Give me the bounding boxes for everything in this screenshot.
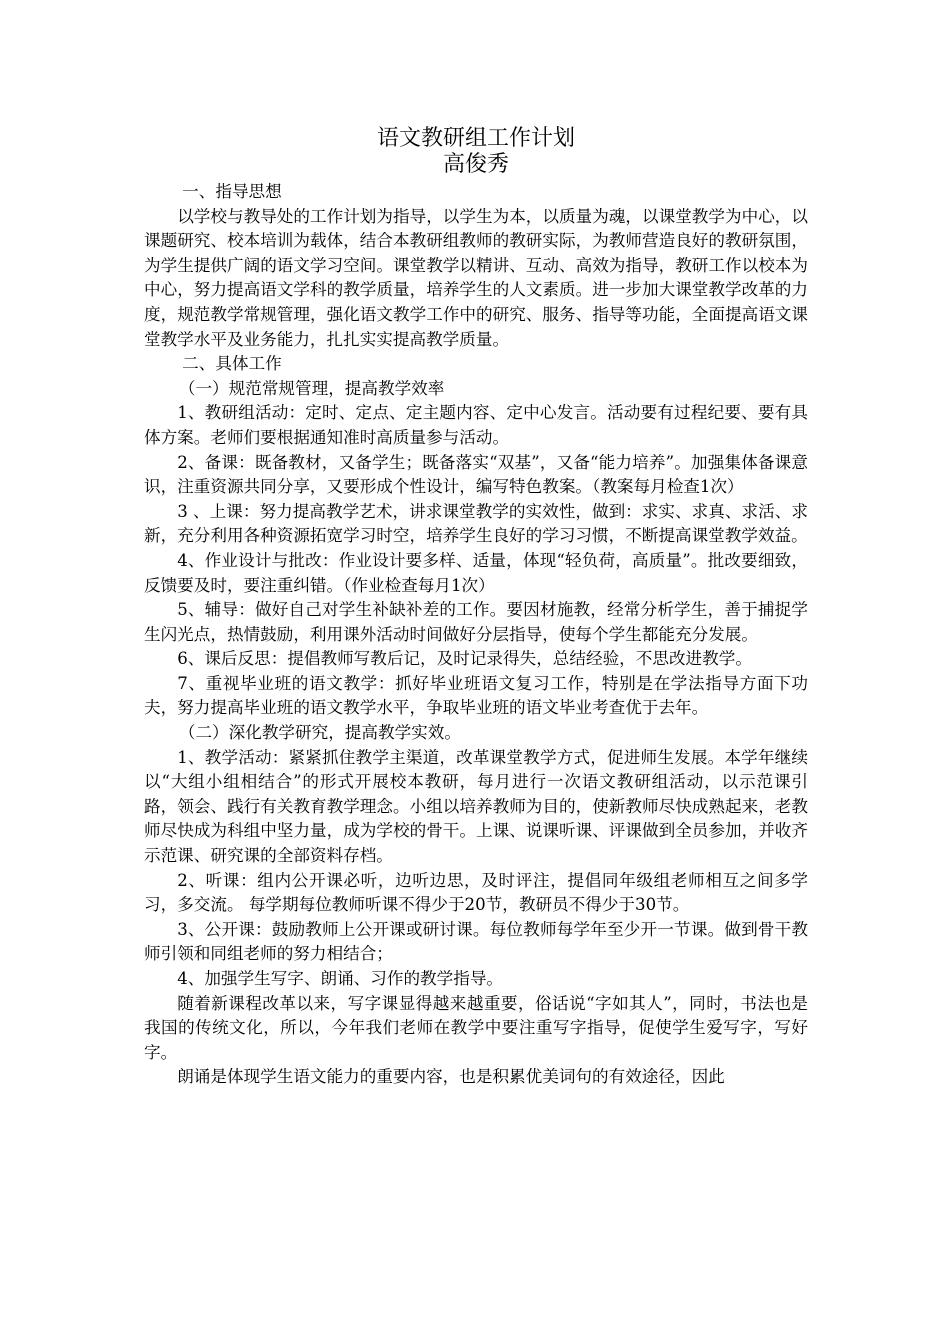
list-item: 3 、上课：努力提高教学艺术，讲求课堂教学的实效性，做到：求实、求真、求活、求新，充分利用各种资源拓宽学习时空，培养学生良好的学习习惯，不断提高课堂教学效益。	[144, 501, 808, 546]
author-name: 高俊秀	[442, 152, 509, 177]
list-item: 7、重视毕业班的语文教学：抓好毕业班语文复习工作，特别是在学法指导方面下功夫，努力提高毕业班的语文教学水平，争取毕业班的语文毕业考查优于去年。	[144, 673, 808, 718]
subsection-heading-teaching-research: （二）深化教学研究，提高教学实效。	[178, 723, 461, 743]
list-item: 3、公开课：鼓励教师上公开课或研讨课。每位教师每学年至少开一节课。做到骨干教师引领和同组老师的努力相结合；	[144, 919, 808, 964]
list-item: 2、听课：组内公开课必听，边听边思，及时评注，提倡同年级组老师相互之间多学习，多交流。 每学期每位教师听课不得少于20节，教研员不得少于30节。	[144, 870, 808, 915]
paragraph-guiding-thought: 以学校与教导处的工作计划为指导，以学生为本，以质量为魂，以课堂教学为中心，以课题研究、校本培训为载体，结合本教研组教师的教研实际，为教师营造良好的教研氛围，为学生提供广阔的语文学习空间。课堂教学以精讲、互动、高效为指导，教研工作以校本为中心，努力提高语文学科的教学质量，培养学生的人文素质。进一步加大课堂教学改革的力度，规范教学常规管理，强化语文教学工作中的研究、服务、指导等功能，全面提高语文课堂教学水平及业务能力，扎扎实实提高教学质量。	[144, 206, 808, 349]
list-item: 朗诵是体现学生语文能力的重要内容，也是积累优美词句的有效途径，因此	[177, 1067, 725, 1087]
list-item: 6、课后反思：提倡教师写教后记，及时记录得失，总结经验，不思改进教学。	[177, 649, 752, 669]
section-heading-specific-work: 二、具体工作	[182, 354, 282, 374]
list-item: 随着新课程改革以来，写字课显得越来越重要，俗话说“字如其人”，同时，书法也是我国的传统文化，所以，今年我们老师在教学中要注重写字指导，促使学生爱写字，写好字。	[144, 993, 808, 1062]
subsection-heading-routine-management: （一）规范常规管理，提高教学效率	[178, 378, 445, 398]
list-item: 1、教学活动：紧紧抓住教学主渠道，改革课堂教学方式，促进师生发展。本学年继续以“大组小组相结合”的形式开展校本教研，每月进行一次语文教研组活动，以示范课引路，领会、践行有关教育教学理念。小组以培养教师为目的，使新教师尽快成熟起来，老教师尽快成为科组中坚力量，成为学校的骨干。上课、说课听课、评课做到全员参加，并收齐示范课、研究课的全部资料存档。	[144, 747, 808, 866]
document-title: 语文教研组工作计划	[376, 126, 575, 151]
list-item: 2、备课：既备教材，又备学生；既备落实“双基”，又备“能力培养”。加强集体备课意识，注重资源共同分享，又要形成个性设计，编写特色教案。（教案每月检查1次）	[144, 452, 808, 497]
document-page	[144, 126, 808, 1090]
section-heading-guiding-thought: 一、指导思想	[182, 182, 282, 201]
list-item: 1、教研组活动：定时、定点、定主题内容、定中心发言。活动要有过程纪要、要有具体方案。老师们要根据通知准时高质量参与活动。	[144, 403, 808, 447]
list-item: 4、加强学生写字、朗诵、习作的教学指导。	[177, 969, 504, 988]
list-item: 4、作业设计与批改：作业设计要多样、适量，体现“轻负荷，高质量”。批改要细致，反馈要及时，要注重纠错。（作业检查每月1次）	[144, 550, 808, 595]
list-item: 5、辅导：做好自己对学生补缺补差的工作。要因材施教，经常分析学生，善于捕捉学生闪光点，热情鼓励，利用课外活动时间做好分层指导，使每个学生都能充分发展。	[144, 600, 808, 644]
